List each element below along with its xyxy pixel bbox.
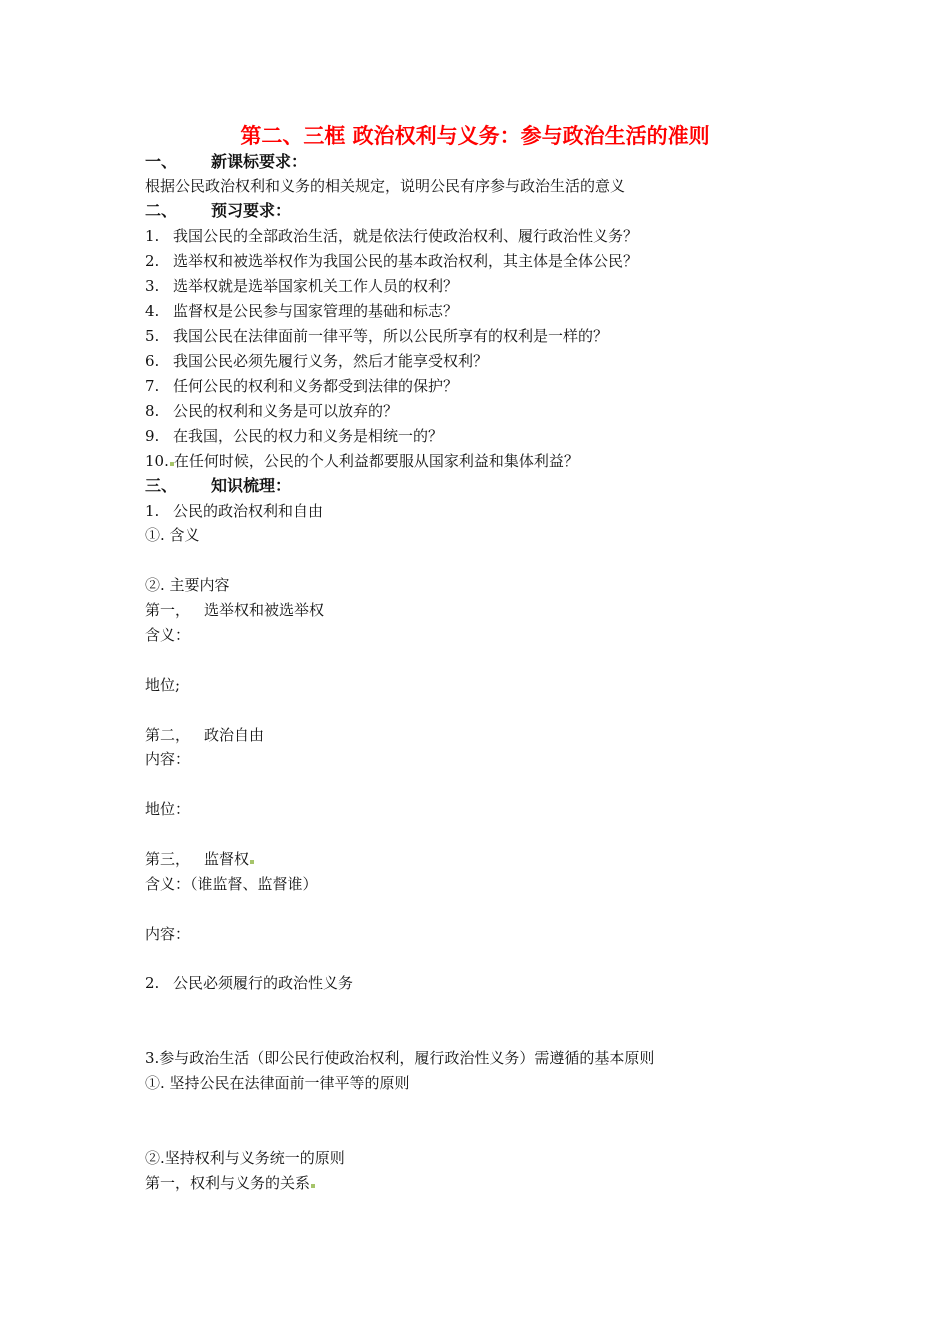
- point-third: [145, 847, 865, 871]
- list-item: [145, 224, 865, 248]
- knowledge-item-3: 3.参与政治生活（即公民行使政治权利，履行政治性义务）需遵循的基本原则: [145, 1049, 655, 1067]
- knowledge-item-1: [145, 499, 865, 523]
- item-text: 我国公民必须先履行义务，然后才能享受权利？: [173, 352, 489, 370]
- section-label: 新课标要求：: [211, 152, 308, 171]
- item-text: 任何公民的权利和义务都受到法律的保护？: [173, 377, 459, 395]
- list-item: [145, 349, 865, 373]
- third-meaning-label: 含义：（谁监督、监督谁）: [145, 875, 318, 893]
- principle-rights-duties: ②.坚持权利与义务统一的原则: [145, 1149, 345, 1167]
- list-item: [145, 274, 865, 298]
- section-number: 二、: [145, 201, 178, 220]
- principle-equality: ①. 坚持公民在法律面前一律平等的原则: [145, 1074, 410, 1092]
- item-number: 6.: [145, 352, 160, 370]
- rights-duties-relation: [145, 1171, 865, 1195]
- list-item: [145, 374, 865, 398]
- point-text: 选举权和被选举权: [204, 601, 325, 619]
- item-number: 1.: [145, 502, 160, 520]
- third-content-label: 内容：: [145, 925, 191, 943]
- list-item: [145, 449, 865, 473]
- item-number: 10.: [145, 452, 169, 470]
- item-text: 公民必须履行的政治性义务: [173, 974, 354, 992]
- item-text: 我国公民的全部政治生活，就是依法行使政治权利、履行政治性义务？: [173, 227, 639, 245]
- item-text: 监督权是公民参与国家管理的基础和标志？: [173, 302, 459, 320]
- list-item: [145, 424, 865, 448]
- page-title: 第二、三框 政治权利与义务：参与政治生活的准则: [240, 124, 710, 148]
- item-text: 公民的政治权利和自由: [173, 502, 324, 520]
- item-number: 7.: [145, 377, 160, 395]
- list-item: [145, 324, 865, 348]
- item-text: 在我国，公民的权力和义务是相统一的？: [173, 427, 444, 445]
- item-number: 2.: [145, 252, 160, 270]
- point-label: 第二，: [145, 726, 191, 744]
- item-number: 2.: [145, 974, 160, 992]
- relation-text: 第一，权利与义务的关系: [145, 1174, 311, 1192]
- list-item: [145, 299, 865, 323]
- first-status-label: 地位;: [145, 676, 181, 694]
- point-second: [145, 723, 865, 747]
- list-item: [145, 399, 865, 423]
- knowledge-item-2: [145, 971, 865, 995]
- second-status-label: 地位：: [145, 800, 191, 818]
- item-text: 我国公民在法律面前一律平等，所以公民所享有的权利是一样的？: [173, 327, 609, 345]
- list-item: [145, 249, 865, 273]
- section-number: 三、: [145, 476, 178, 495]
- item-text: 选举权就是选举国家机关工作人员的权利？: [173, 277, 459, 295]
- point-first: [145, 598, 865, 622]
- second-content-label: 内容：: [145, 750, 191, 768]
- section-heading-1: [145, 150, 865, 174]
- curriculum-requirement-text: 根据公民政治权利和义务的相关规定，说明公民有序参与政治生活的意义: [145, 177, 626, 195]
- section-heading-2: [145, 199, 865, 223]
- item-text: 选举权和被选举权作为我国公民的基本政治权利，其主体是全体公民？: [173, 252, 639, 270]
- item-text: 公民的权利和义务是可以放弃的？: [173, 402, 399, 420]
- item-number: 8.: [145, 402, 160, 420]
- edit-mark: [311, 1184, 315, 1188]
- section-label: 知识梳理：: [211, 476, 292, 495]
- item-number: 9.: [145, 427, 160, 445]
- edit-mark: [250, 860, 254, 864]
- item-number: 1.: [145, 227, 160, 245]
- item-number: 5.: [145, 327, 160, 345]
- point-label: 第一，: [145, 601, 191, 619]
- subitem-main-content: ②. 主要内容: [145, 576, 230, 594]
- point-text: 监督权: [204, 850, 250, 868]
- section-heading-3: [145, 474, 865, 498]
- point-text: 政治自由: [204, 726, 265, 744]
- first-meaning-label: 含义：: [145, 626, 191, 644]
- section-number: 一、: [145, 152, 178, 171]
- item-number: 3.: [145, 277, 160, 295]
- section-label: 预习要求：: [211, 201, 292, 220]
- subitem-meaning: ①. 含义: [145, 526, 200, 544]
- item-text: 在任何时候，公民的个人利益都要服从国家利益和集体利益？: [173, 452, 579, 470]
- item-number: 4.: [145, 302, 160, 320]
- point-label: 第三，: [145, 850, 191, 868]
